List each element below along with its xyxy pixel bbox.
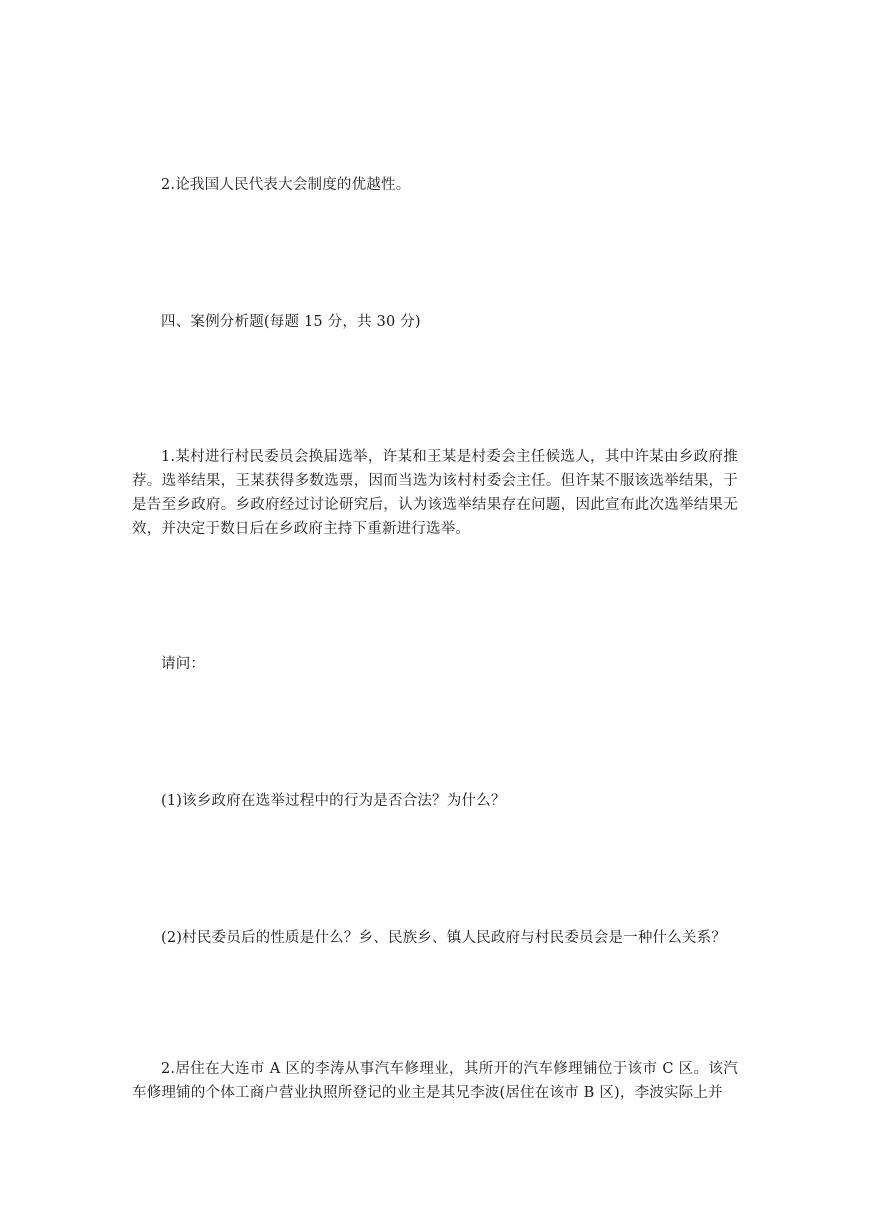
section-heading-case-analysis: 四、案例分析题(每题 15 分，共 30 分) [161, 314, 421, 330]
case-1-sub-question-1: (1)该乡政府在选举过程中的行为是否合法？为什么？ [161, 793, 506, 809]
case-1-sub-question-2: (2)村民委员后的性质是什么？乡、民族乡、镇人民政府与村民委员会是一种什么关系？ [161, 930, 727, 946]
case-2-text: 2.居住在大连市 A 区的李涛从事汽车修理业，其所开的汽车修理铺位于该市 C 区。该汽车修理铺的个体工商户营业执照所登记的业主是其兄李波(居住在该市 B 区)，李波实际上并 [132, 1061, 738, 1101]
case-1-text: 1.某村进行村民委员会换届选举，许某和王某是村委会主任候选人，其中许某由乡政府推荐。选举结果，王某获得多数选票，因而当选为该村村委会主任。但许某不服该选举结果，于是告至乡政府。乡政府经过讨论研究后，认为该选举结果存在问题，因此宣布此次选举结果无效，并决定于数日后在乡政府主持下重新进行选举。 [132, 449, 738, 537]
essay-question-2: 2.论我国人民代表大会制度的优越性。 [161, 177, 411, 193]
case-1-prompt: 请问： [161, 656, 206, 672]
